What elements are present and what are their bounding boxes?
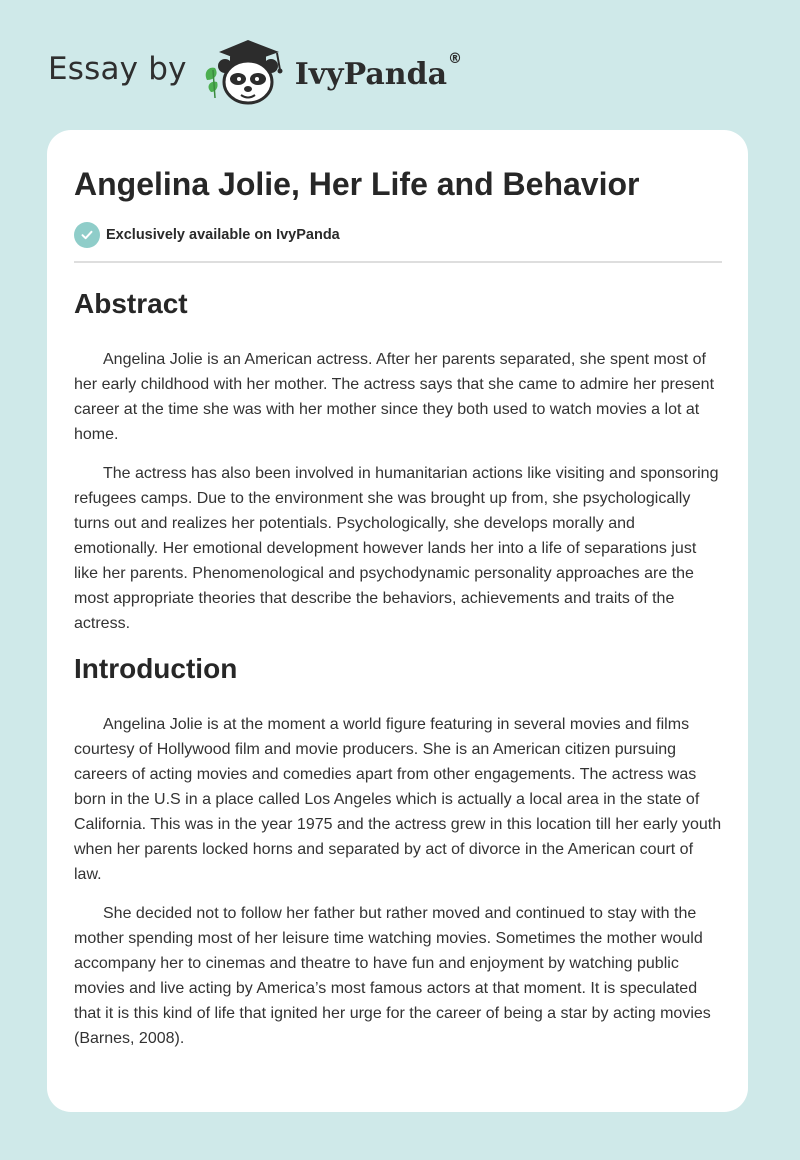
site-header-brand[interactable] [48,36,462,108]
essay-title: Angelina Jolie, Her Life and Behavior [74,166,640,202]
title-divider [74,261,722,263]
paragraph: Angelina Jolie is an American actress. After her parents separated, she spent most of her early childhood with her mother. The actress says that she came to admire her present career at the time she was with her mother since they both used to watch movies a lot at home. [74,351,715,443]
section-heading-introduction: Introduction [74,653,238,684]
paragraph: She decided not to follow her father but rather moved and continued to stay with the mother spending most of her leisure time watching movies. Sometimes the mother would accompany her to cinemas and theatre to have fun and enjoyment by watching public movies and live acting by America’s most famous actors at that moment. It is speculated that it is this kind of life that ignited her urge for the career of being a star by acting movies (Barnes, 2008). [74,905,711,1047]
paragraph: The actress has also been involved in humanitarian actions like visiting and sponsoring refugees camps. Due to the environment she was brought up from, she psychologically turns out and realizes her potentials. Psychologically, she develops morally and emotionally. Her emotional development however lands her into a life of separations just like her parents. Phenomenological and psychodynamic personality approaches are the most appropriate theories that describe the behaviors, achievements and traits of the actress. [74,465,719,632]
essay-card [47,130,748,1112]
paragraph: Angelina Jolie is at the moment a world figure featuring in several movies and films courtesy of Hollywood film and movie producers. She is an American citizen pursuing careers of acting movies and comedies apart from other engagements. The actress was born in the U.S in a place called Los Angeles which is actually a local area in the state of California. This was in the year 1975 and the actress grew in this location till her early youth when her parents locked horns and separated by act of divorce in the American court of law. [74,716,722,883]
registered-mark: ® [448,50,463,67]
badge-text: Exclusively available on IvyPanda [106,227,340,243]
exclusive-badge [74,222,722,248]
section-heading-abstract: Abstract [74,288,188,319]
brand-prefix: Essay by [48,51,187,87]
check-icon [74,222,100,248]
panda-graduate-logo-icon [201,36,293,108]
brand-name: IvyPanda® [294,50,463,92]
